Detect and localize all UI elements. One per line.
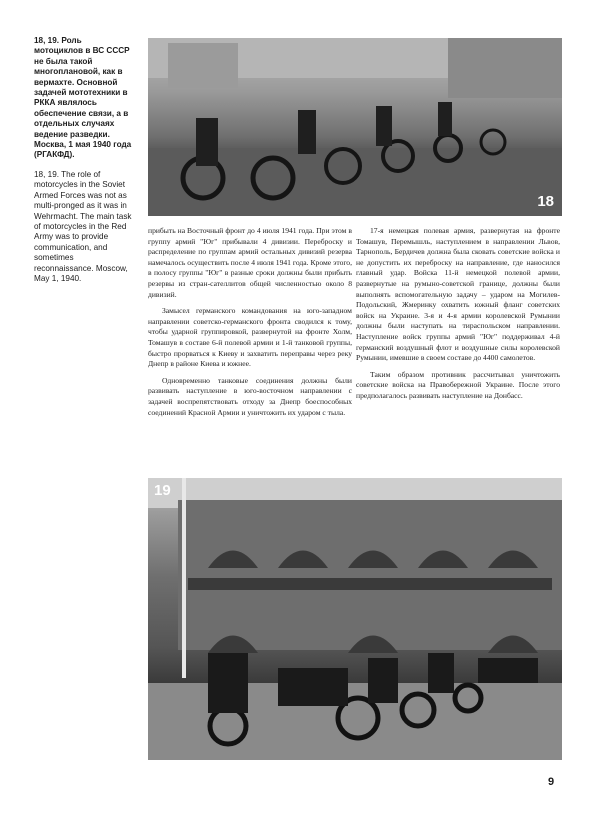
photo-caption [34, 36, 132, 293]
paragraph-left-3: Одновременно танковые соединения должны были развивать наступление в юго-восточном направлении с задачей воспрепятствовать отходу за Днепр боеспособных соединений Красной Армии и уничтожить их ударом с тыла. [148, 375, 352, 417]
caption-russian: 18, 19. Роль мотоциклов в ВС СССР не была такой многоплановой, как в вермахте. Основной задачей мототехники в РККА являлось обеспечение связи, а в отдельных случаях ведение разведки. Москва, 1 мая 1940 года (РГАКФД). [34, 36, 132, 160]
photo-number-19: 19 [154, 482, 171, 499]
photo-motorcycle-parade-18 [148, 38, 562, 216]
page-number: 9 [548, 776, 555, 788]
photo-18-illustration [148, 38, 562, 216]
paragraph-right-1: 17-я немецкая полевая армия, развернутая на фронте Томашув, Перемышль, наступлением в направлении Львов, Тарнополь, Бердичев должна была сковать советские войска и не допустить их переброску на направление, где наносился главный удар. Войска 11-й немецкой полевой армии, развернутые на румыно-советской границе, должны были выполнять вспомогательную задачу – ударом на Могилев-Подольский, Жмеринку охватить южный фланг советских войск на Украине. 3-я и 4-я армии королевской Румынии должны были наступать на тираспольском направлении. Наступление войск группы армий "Юг" поддерживал 4-й германский воздушный флот и воздушные силы королевской Румынии, имевшие в своем составе до 4400 самолетов. [356, 226, 560, 363]
photo-red-square-parade-19 [148, 478, 562, 760]
paragraph-right-2: Таким образом противник рассчитывал уничтожить советские войска на Правобережной Украине. После этого предполагалось развивать наступление на Донбасс. [356, 369, 560, 400]
text-column-right [356, 226, 560, 408]
photo-number-18: 18 [537, 193, 554, 210]
caption-english: 18, 19. The role of motorcycles in the Soviet Armed Forces was not as multi-pronged as it was in Wehrmacht. The main task of motorcycles in the Red Army was to provide communication, and sometimes reconnaissance. Moscow, May 1, 1940. [34, 169, 132, 283]
photo-19-illustration [148, 478, 562, 760]
paragraph-left-2: Замысел германского командования на юго-западном направлении советско-германского фронта сводился к тому, чтобы ударной группировкой, развернутой на фронте Холм, Томашув в составе 6-й полевой армии и 1-й танковой группы, быстро прорваться к Киеву и захватить переправы через реку Днепр в районе Киева и южнее. [148, 306, 352, 369]
paragraph-left-1: прибыть на Восточный фронт до 4 июля 1941 года. При этом в группу армий "Юг" прибывали 4 дивизии. Переброску и распределение по группам армий остальных дивизий резерва намечалось осуществить после 4 июля 1941 года. Кроме этого, в полосу группы "Юг" в разные сроки должны были прибыть резервы из стран-сателлитов общей численностью около 8 дивизий. [148, 226, 352, 299]
text-column-left [148, 226, 352, 424]
